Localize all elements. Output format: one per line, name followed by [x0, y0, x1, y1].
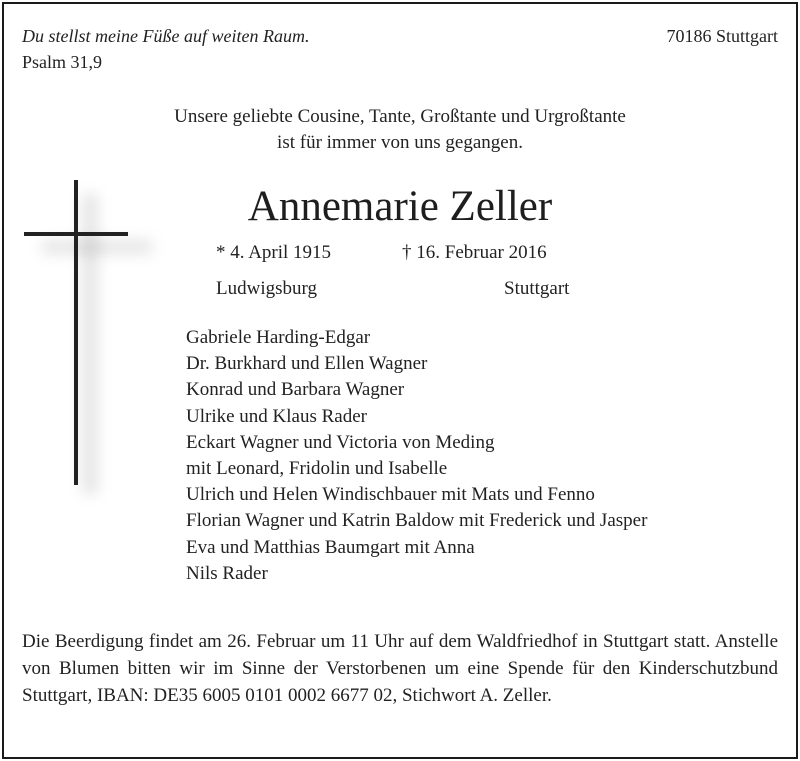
funeral-notice: Die Beerdigung findet am 26. Februar um 11 Uhr auf dem Waldfriedhof in Stuttgart statt. Anstelle von Blumen bitten wir im Sinne der Verstorbenen um eine Spende für den Kinderschutzbund Stuttgart, IBAN: DE35 6005 0101 0002 6677 02, Stichwort A. Zeller. — [22, 631, 778, 706]
list-item: Florian Wagner und Katrin Baldow mit Frederick und Jasper — [186, 510, 648, 532]
list-item: Ulrike und Klaus Rader — [186, 405, 367, 427]
list-item: Nils Rader — [186, 562, 268, 584]
intro-line-2: ist für immer von uns gegangen. — [277, 132, 523, 153]
motto-quote: Du stellst meine Füße auf weiten Raum. — [22, 26, 310, 46]
list-item: Konrad und Barbara Wagner — [186, 379, 405, 401]
list-item: Ulrich und Helen Windischbauer mit Mats und Fenno — [186, 484, 595, 506]
list-item: Eckart Wagner und Victoria von Meding — [186, 431, 495, 453]
death-place: Stuttgart — [504, 278, 570, 299]
birth-date: * 4. April 1915 — [216, 242, 332, 263]
deceased-name: Annemarie Zeller — [247, 183, 553, 230]
location-postcode: 70186 Stuttgart — [666, 26, 778, 46]
list-item: Eva und Matthias Baumgart mit Anna — [186, 536, 475, 558]
list-item: Dr. Burkhard und Ellen Wagner — [186, 353, 428, 375]
intro-line-1: Unsere geliebte Cousine, Tante, Großtante und Urgroßtante — [174, 106, 626, 127]
mourners-list — [186, 325, 647, 587]
list-item: mit Leonard, Fridolin und Isabelle — [186, 458, 448, 480]
birth-place: Ludwigsburg — [216, 278, 317, 299]
death-date: † 16. Februar 2016 — [402, 242, 547, 263]
obituary-notice — [2, 2, 798, 759]
list-item: Gabriele Harding-Edgar — [186, 327, 371, 348]
psalm-reference: Psalm 31,9 — [22, 52, 103, 72]
